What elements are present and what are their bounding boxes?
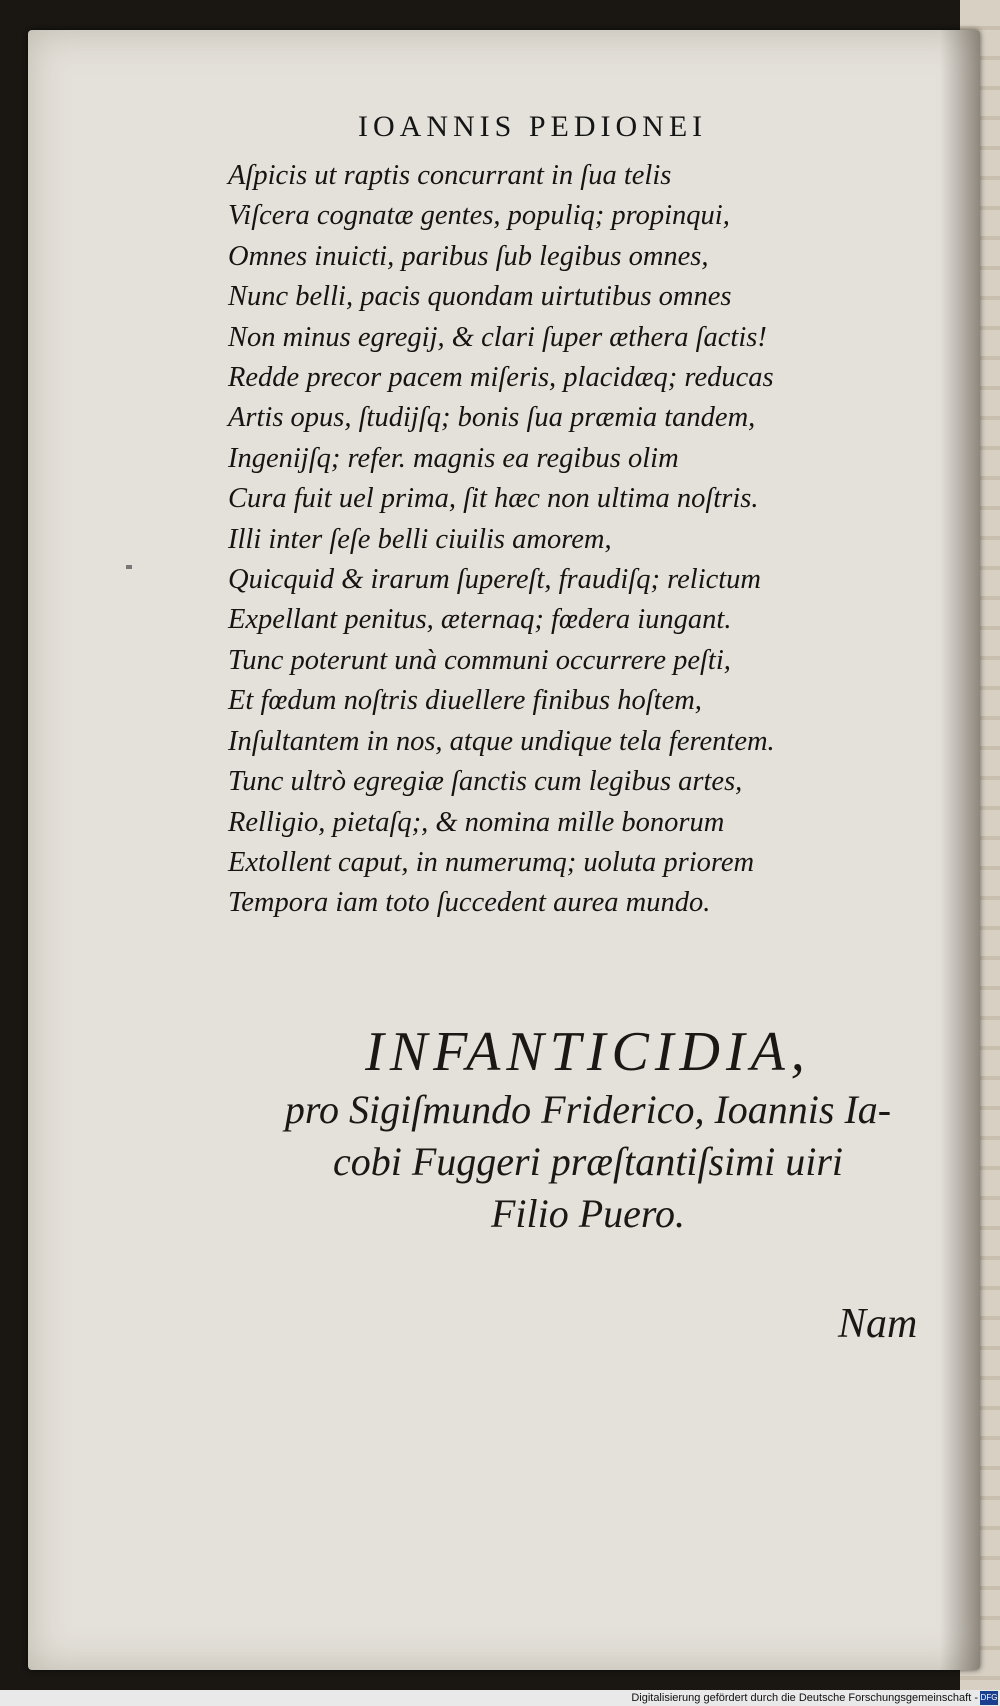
verse-line: Illi inter ſeſe belli ciuilis amorem, — [228, 523, 612, 555]
dfg-logo: DFG — [980, 1691, 998, 1705]
verse-line: Ingenijſq; refer. magnis ea regibus olim — [228, 442, 679, 474]
verse-line: Expellant penitus, æternaq; fœdera iungant. — [228, 604, 732, 636]
verse-line: Cura fuit uel prima, ſit hæc non ultima noſtris. — [228, 483, 759, 515]
verse-block — [228, 156, 948, 924]
verse-line: Aſpicis ut raptis concurrant in ſua telis — [228, 160, 672, 191]
verse-line: Nunc belli, pacis quondam uirtutibus omnes — [228, 281, 732, 313]
heading-title: INFANTICIDIA, — [365, 1021, 811, 1083]
heading-subtitle-line: pro Sigiſmundo Friderico, Ioannis Ia- — [284, 1087, 892, 1132]
verse-line: Artis opus, ſtudijſq; bonis ſua præmia tandem, — [228, 402, 756, 434]
footer-bar — [0, 1690, 1000, 1706]
running-head: IOANNIS PEDIONEI — [358, 110, 708, 143]
funding-credit: Digitalisierung gefördert durch die Deutsche Forschungsgemeinschaft - — [631, 1692, 978, 1704]
verse-line: Inſultantem in nos, atque undique tela ferentem. — [228, 725, 775, 757]
catchword: Nam — [838, 1301, 918, 1347]
verse-line: Viſcera cognatæ gentes, populiq; propinqui, — [228, 200, 730, 232]
verse-line: Extollent caput, in numerumq; uoluta priorem — [228, 846, 755, 878]
verse-line: Quicquid & irarum ſupereſt, fraudiſq; relictum — [228, 564, 762, 596]
verse-line: Non minus egregij, & clari ſuper æthera ſactis! — [228, 321, 767, 353]
verse-line: Et fœdum noſtris diuellere finibus hoſtem, — [228, 685, 702, 717]
poem-heading — [198, 1020, 978, 1240]
verse-line: Redde precor pacem miſeris, placidæq; reducas — [228, 362, 774, 394]
heading-subtitle-line: Filio Puero. — [490, 1191, 686, 1236]
verse-line: Tunc poterunt unà communi occurrere peſti, — [228, 644, 731, 676]
verse-line: Relligio, pietaſq;, & nomina mille bonorum — [228, 806, 725, 838]
verse-line: Tunc ultrò egregiæ ſanctis cum legibus artes, — [228, 766, 743, 798]
book-page — [28, 30, 980, 1670]
verse-line: Omnes inuicti, paribus ſub legibus omnes, — [228, 240, 709, 272]
margin-mark — [126, 565, 132, 569]
verse-line: Tempora iam toto ſuccedent aurea mundo. — [228, 887, 711, 919]
heading-subtitle-line: cobi Fuggeri præſtantiſsimi uiri — [332, 1139, 844, 1184]
